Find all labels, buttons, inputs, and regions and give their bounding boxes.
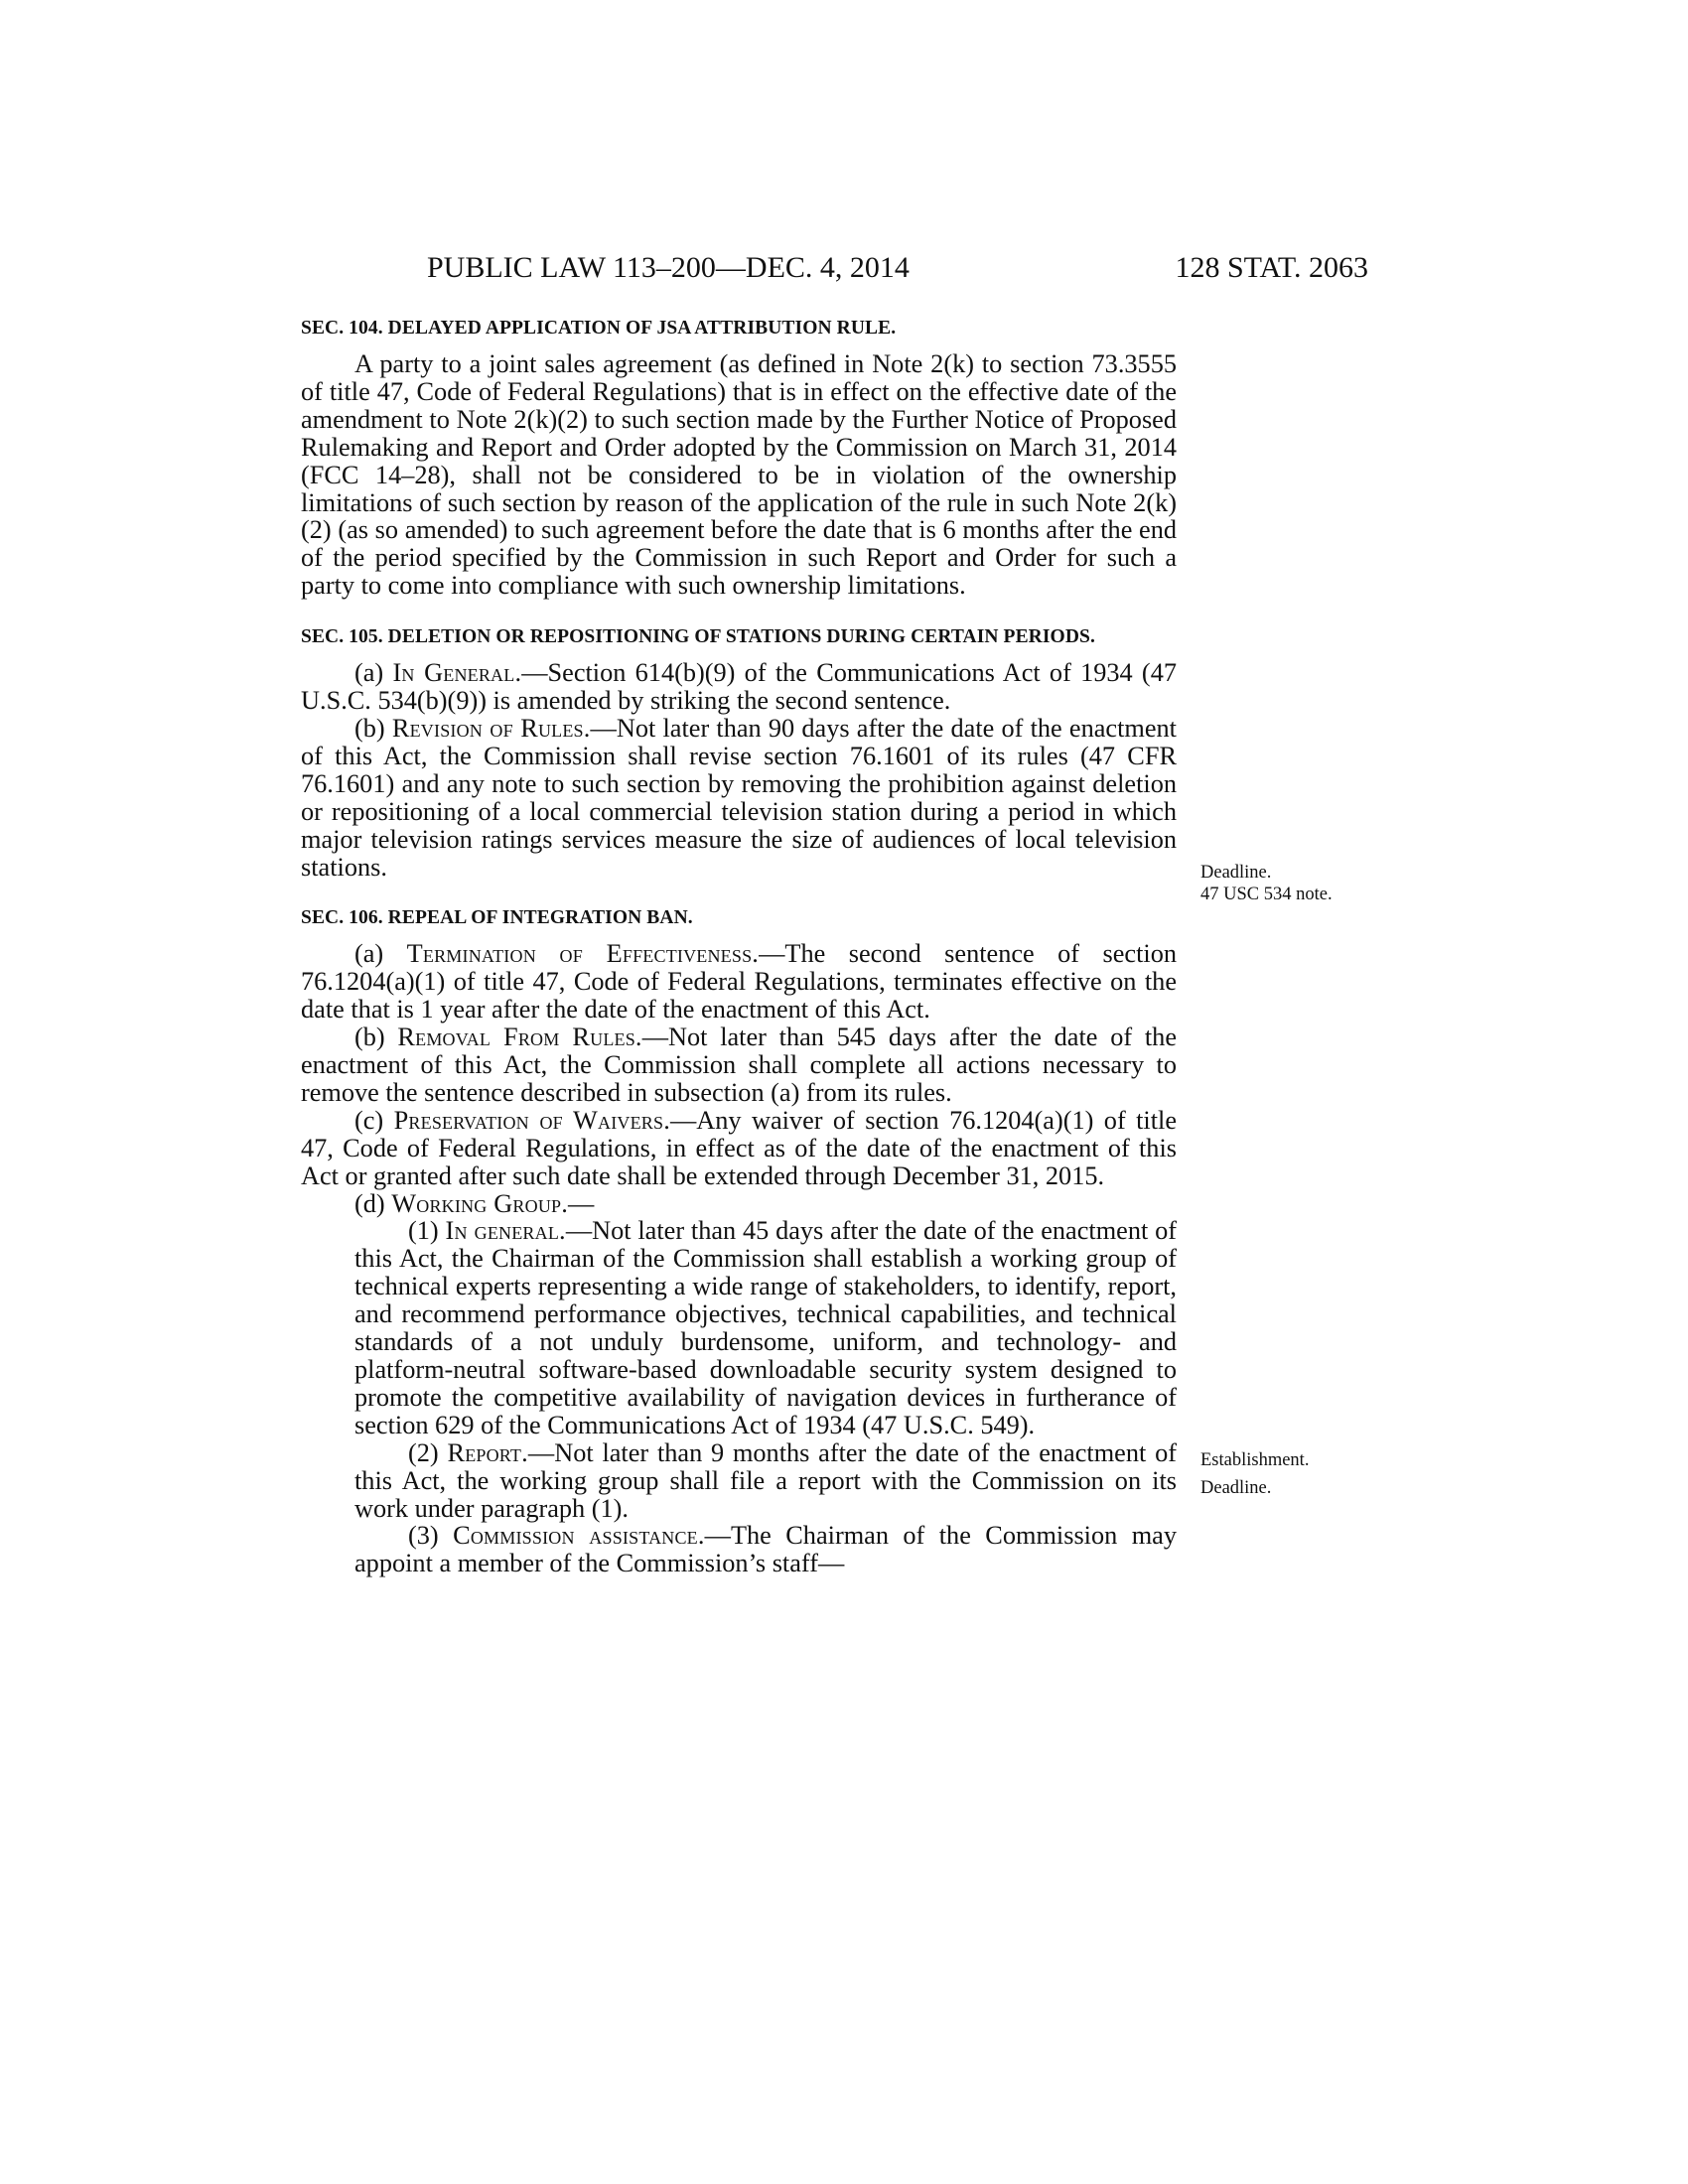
subsection-label: (b) <box>354 713 392 743</box>
section-105-heading: SEC. 105. DELETION OR REPOSITIONING OF STATIONS DURING CERTAIN PERIODS. <box>301 626 1095 648</box>
section-106-heading: SEC. 106. REPEAL OF INTEGRATION BAN. <box>301 907 693 929</box>
paragraph-text: —Not later than 45 days after the date of the enactment of this Act, the Chairman of the Commission shall establish a working group of technical experts representing a wide range of stakeholders, to identify, report, and recommend performance objectives, technical capabilities, and technical standards of a not unduly burdensome, uniform, and technology- and platform-neutral software-based downloadable security system designed to promote the competitive availability of navigation devices in furtherance of section 629 of the Communications Act of 1934 (47 U.S.C. 549). <box>354 1216 1177 1439</box>
margin-note-establishment: Establishment. <box>1200 1450 1310 1470</box>
running-head: PUBLIC LAW 113–200—DEC. 4, 2014 <box>427 251 910 284</box>
subsection-caption: Revision of Rules. <box>391 713 591 743</box>
subsection-label: (d) <box>354 1188 392 1218</box>
subsection-label: (c) <box>354 1105 394 1135</box>
section-104-heading: SEC. 104. DELAYED APPLICATION OF JSA ATTRIBUTION RULE. <box>301 318 897 339</box>
subsection-label: (a) <box>354 658 393 688</box>
section-106-paragraph-d1 <box>301 1217 1177 1438</box>
section-106-paragraph-d3 <box>301 1522 1177 1577</box>
paragraph-label: (2) <box>408 1437 448 1467</box>
margin-note-deadline: Deadline. <box>1200 863 1272 883</box>
paragraph-label: (3) <box>408 1521 454 1551</box>
subsection-text: —Section 614(b)(9) of the Communications Act of 1934 (47 U.S.C. 534(b)(9)) is amended by striking the second sentence. <box>301 658 1177 716</box>
subsection-caption: Working Group. <box>391 1188 569 1218</box>
section-105-subsection-a <box>301 659 1177 715</box>
section-106-subsection-d <box>301 1190 1177 1218</box>
subsection-text: —Not later than 545 days after the date of the enactment of this Act, the Commission shall complete all actions necessary to remove the sentence described in subsection (a) from its rules. <box>301 1023 1177 1107</box>
subsection-text: —The second sentence of section 76.1204(a)(1) of title 47, Code of Federal Regulations, terminates effective on the date that is 1 year after the date of the enactment of this Act. <box>301 939 1178 1024</box>
paragraph-label: (1) <box>408 1216 446 1246</box>
subsection-text: — <box>568 1188 595 1218</box>
subsection-caption: Removal From Rules. <box>397 1023 642 1052</box>
margin-note-deadline: Deadline. <box>1200 1478 1272 1498</box>
page-header <box>301 248 1368 288</box>
subsection-caption: Preservation of Waivers. <box>393 1105 670 1135</box>
subsection-text: —Not later than 90 days after the date of the enactment of this Act, the Commission shall revise section 76.1601 of its rules (47 CFR 76.1601) and any note to such section by removing the prohibition against deletion or repositioning of a local commercial television station during a period in which major television ratings services measure the size of audiences of local television stations. <box>301 713 1177 882</box>
subsection-caption: Termination of Effectiveness. <box>406 939 760 969</box>
margin-note-usc-cite: 47 USC 534 note. <box>1200 885 1333 904</box>
body-text <box>301 316 1177 1577</box>
subsection-text: —Any waiver of section 76.1204(a)(1) of title 47, Code of Federal Regulations, in effect as of the date of the enactment of this Act or granted after such date shall be extended through December 31, 2015. <box>301 1105 1177 1190</box>
subsection-label: (b) <box>354 1023 398 1052</box>
paragraph-caption: Report. <box>447 1437 528 1467</box>
section-104-paragraph: A party to a joint sales agreement (as defined in Note 2(k) to section 73.3555 of title 47, Code of Federal Regulations) that is in effect on the effective date of the amendment to Note 2(k)(2) to such section made by the Further Notice of Proposed Rulemaking and Report and Order adopted by the Commission on March 31, 2014 (FCC 14–28), shall not be considered to be in violation of the ownership limitations of such section by reason of the application of the rule in such Note 2(k)(2) (as so amended) to such agreement before the date that is 6 months after the end of the period specified by the Commission in such Report and Order for such a party to come into compliance with such ownership limitations. <box>301 349 1177 601</box>
section-106-subsection-c <box>301 1107 1177 1190</box>
section-106-subsection-a <box>301 940 1177 1024</box>
page-number: 128 STAT. 2063 <box>1175 251 1368 284</box>
paragraph-caption: In general. <box>445 1216 566 1246</box>
paragraph-caption: Commission assistance. <box>453 1521 705 1551</box>
subsection-label: (a) <box>354 939 407 969</box>
section-106-paragraph-d2 <box>301 1439 1177 1523</box>
paragraph-text: —Not later than 9 months after the date of the enactment of this Act, the working group shall file a report with the Commission on its work under paragraph (1). <box>354 1437 1177 1523</box>
section-106-subsection-b <box>301 1024 1177 1107</box>
section-105-subsection-b <box>301 715 1177 881</box>
paragraph-text: —The Chairman of the Commission may appoint a member of the Commission’s staff— <box>354 1521 1177 1578</box>
subsection-caption: In General. <box>392 658 522 688</box>
